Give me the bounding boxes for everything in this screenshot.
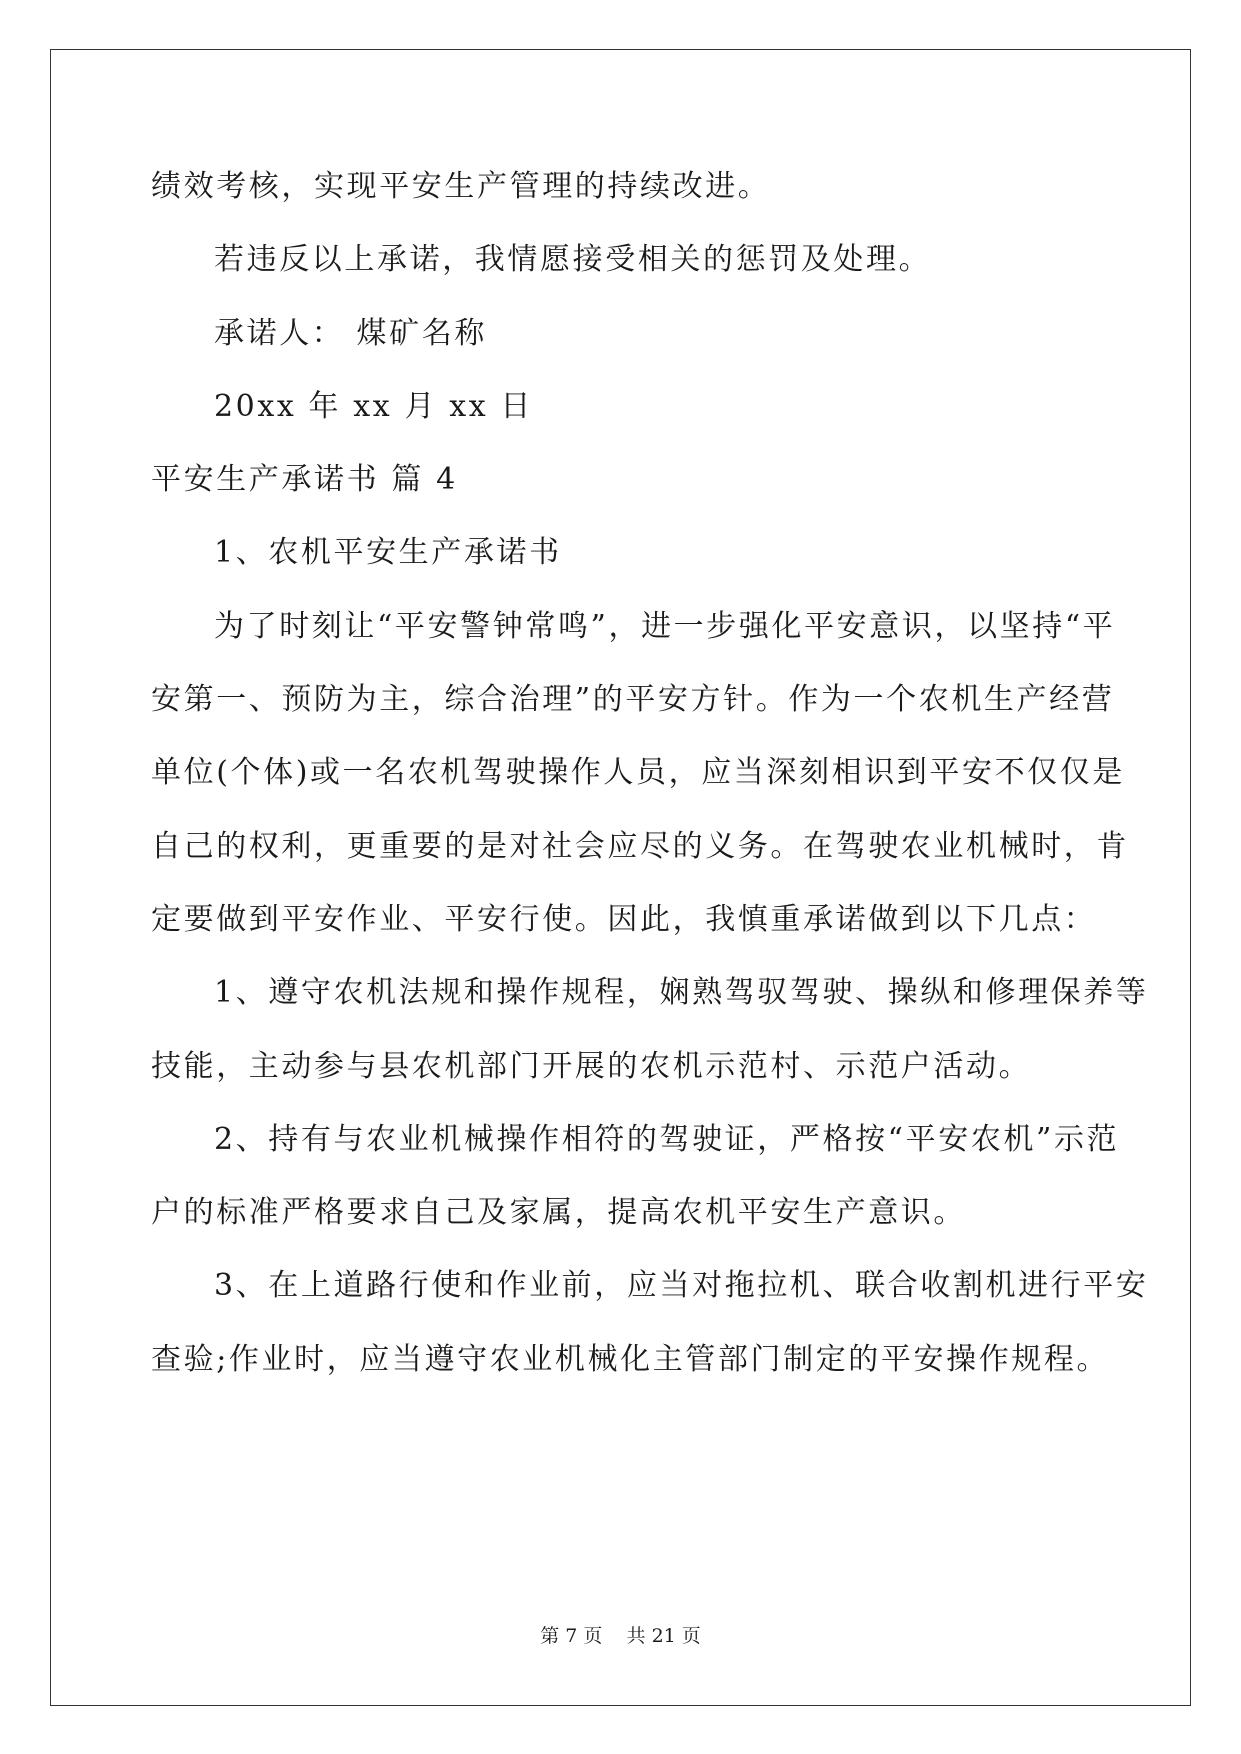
text-line: 为了时刻让“平安警钟常鸣”，进一步强化平安意识，以坚持“平 xyxy=(214,608,1116,644)
text-line: 绩效考核，实现平安生产管理的持续改进。 xyxy=(151,169,771,204)
text-line: 若违反以上承诺，我情愿接受相关的惩罚及处理。 xyxy=(214,242,932,278)
text-line: 查验;作业时，应当遵守农业机械化主管部门制定的平安操作规程。 xyxy=(151,1341,1110,1377)
text-line: 1、遵守农机法规和操作规程，娴熟驾驭驾驶、操纵和修理保养等 xyxy=(214,975,1149,1011)
text-line: 3、在上道路行使和作业前，应当对拖拉机、联合收割机进行平安 xyxy=(214,1268,1149,1304)
page-number: 第 7 页 共 21 页 xyxy=(540,1625,701,1647)
text-line: 技能，主动参与县农机部门开展的农机示范村、示范户活动。 xyxy=(151,1048,1032,1084)
text-line: 平安生产承诺书 篇 4 xyxy=(151,462,458,498)
text-line: 1、农机平安生产承诺书 xyxy=(214,535,562,571)
text-line: 承诺人： 煤矿名称 xyxy=(214,315,487,351)
text-line: 户的标准严格要求自己及家属，提高农机平安生产意识。 xyxy=(151,1195,966,1231)
text-line: 定要做到平安作业、平安行使。因此，我慎重承诺做到以下几点： xyxy=(151,901,1097,937)
text-line: 20xx 年 xx 月 xx 日 xyxy=(214,388,533,424)
document-body xyxy=(151,150,1149,1396)
text-line: 自己的权利，更重要的是对社会应尽的义务。在驾驶农业机械时，肯 xyxy=(151,828,1129,864)
text-line: 2、持有与农业机械操作相符的驾驶证，严格按“平安农机”示范 xyxy=(214,1121,1120,1157)
text-line: 安第一、预防为主，综合治理”的平安方针。作为一个农机生产经营 xyxy=(151,682,1115,718)
text-line: 单位(个体)或一名农机驾驶操作人员，应当深刻相识到平安不仅仅是 xyxy=(151,755,1126,791)
